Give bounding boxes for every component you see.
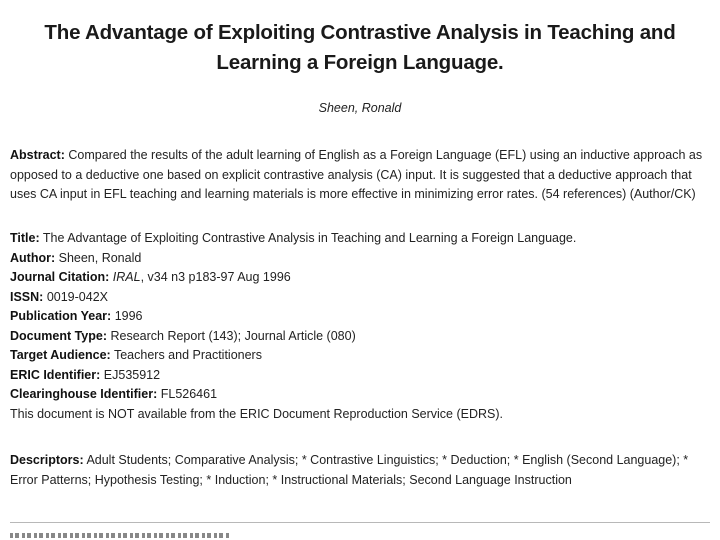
meta-doctype-label: Document Type: [10, 328, 107, 343]
meta-author-value: Sheen, Ronald [58, 250, 142, 265]
footer-divider [10, 522, 710, 523]
meta-title-row [10, 229, 710, 249]
meta-year-label: Publication Year: [10, 309, 112, 323]
meta-eric-id-label: ERIC Identifier: [10, 367, 101, 382]
descriptors-value: Adult Students; Comparative Analysis; * Contrastive Linguistics; * Deduction; * English (Second Language); * Error Patterns; Hypothesis Testing; * Induction; * Instructional Materials; Second Language Instruction [10, 453, 689, 487]
abstract-label: Abstract: [10, 148, 65, 162]
meta-year-value: 1996 [114, 309, 143, 323]
meta-eric-id-row [10, 366, 710, 386]
document-author: Sheen, Ronald [318, 101, 402, 115]
meta-title-label: Title: [10, 231, 40, 245]
meta-audience-value: Teachers and Practitioners [113, 348, 262, 362]
metadata-block [10, 229, 710, 424]
meta-availability-note: This document is NOT available from the ERIC Document Reproduction Service (EDRS). [10, 406, 504, 421]
document-title: The Advantage of Exploiting Contrastive Analysis in Teaching and Learning a Foreign Language. [44, 21, 676, 74]
meta-year-row [10, 307, 710, 327]
meta-citation-journal: IRAL [112, 270, 141, 284]
descriptors-block [10, 451, 710, 490]
meta-author-row [10, 249, 710, 269]
meta-audience-row [10, 346, 710, 366]
meta-citation-value: , v34 n3 p183-97 Aug 1996 [140, 270, 291, 284]
descriptors-label: Descriptors: [10, 453, 84, 467]
meta-clearinghouse-value: FL526461 [160, 387, 218, 401]
abstract-text: Compared the results of the adult learning of English as a Foreign Language (EFL) using an inductive approach as opposed to a deductive one based on explicit contrastive analysis (CA) input. It is suggested that a deductive approach that uses CA input in EFL teaching and learning materials is more effective in minimizing error rates. (54 references) (Author/CK) [10, 148, 703, 201]
meta-citation-label: Journal Citation: [10, 270, 110, 284]
meta-audience-label: Target Audience: [10, 348, 111, 362]
meta-issn-value: 0019-042X [46, 289, 108, 304]
footer-truncated-text [10, 533, 230, 538]
meta-doctype-row [10, 327, 710, 347]
meta-clearinghouse-label: Clearinghouse Identifier: [10, 387, 158, 401]
meta-eric-id-value: EJ535912 [103, 367, 161, 382]
meta-issn-label: ISSN: [10, 289, 44, 304]
meta-clearinghouse-row [10, 385, 710, 405]
meta-doctype-value: Research Report (143); Journal Article (080) [110, 328, 356, 343]
abstract-block [10, 146, 710, 205]
meta-issn-row [10, 288, 710, 308]
meta-citation-row [10, 268, 710, 288]
meta-author-label: Author: [10, 250, 56, 265]
meta-title-value: The Advantage of Exploiting Contrastive Analysis in Teaching and Learning a Foreign Language. [42, 231, 577, 245]
